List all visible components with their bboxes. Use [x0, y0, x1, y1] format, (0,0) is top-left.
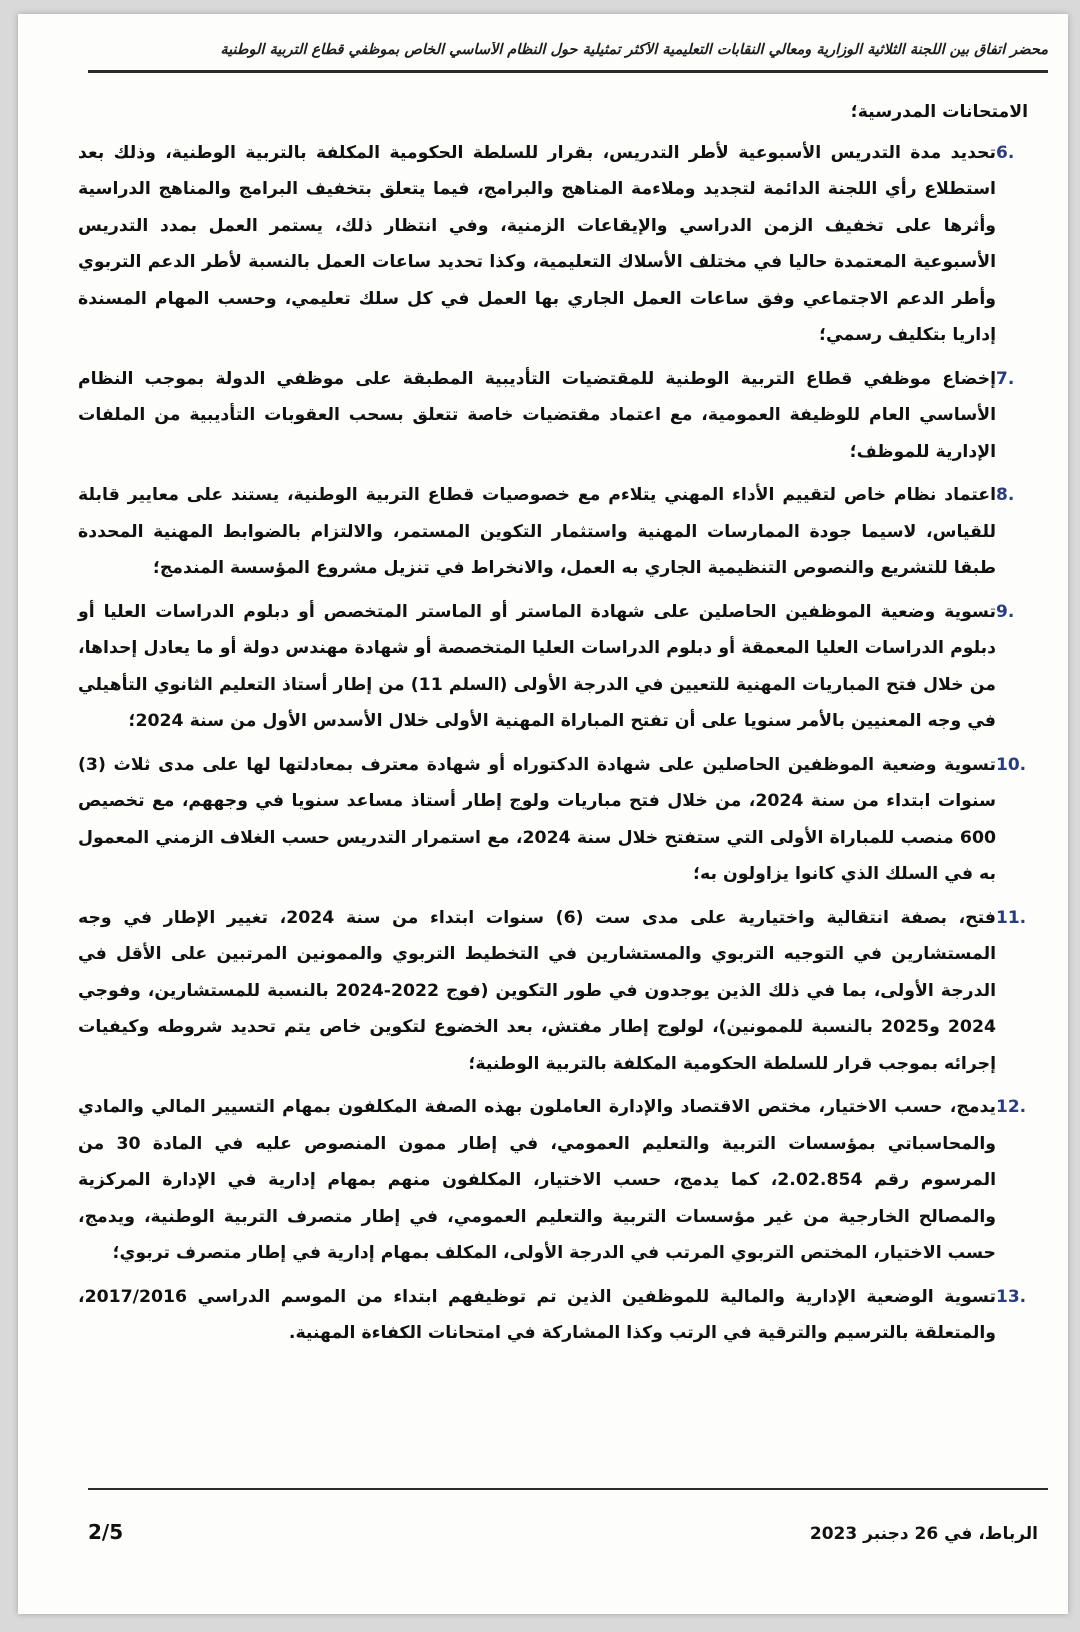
list-item-9: [78, 594, 1028, 740]
list-item-12: [78, 1089, 1028, 1272]
list-item-11: [78, 900, 1028, 1083]
page-number: 2/5: [88, 1520, 124, 1544]
footer-divider: [88, 1488, 1048, 1490]
item-number: 12.: [996, 1097, 1027, 1117]
item-text: يدمج، حسب الاختيار، مختص الاقتصاد والإدارة العاملون بهذه الصفة المكلفون بمهام التسيير المالي والمادي والمحاسباتي بمؤسسات التربية والتعليم العمومي، في إطار ممون المنصوص عليه في المادة 30 من المرسوم رقم 2.02.854، كما يدمج، حسب الاختيار، المكلفون منهم بمهام إدارية في الإدارة المركزية والمصالح الخارجية من غير مؤسسات التربية والتعليم العمومي، في إطار متصرف التربية الوطنية، ويدمج، حسب الاختيار، المختص التربوي المرتب في الدرجة الأولى، المكلف بمهام إدارية في إطار متصرف تربوي؛: [78, 1097, 996, 1263]
item-number: 9.: [996, 601, 1015, 622]
item-text: تسوية وضعية الموظفين الحاصلين على شهادة الماستر أو الماستر المتخصص أو دبلوم الدراسات العليا أو دبلوم الدراسات العليا المعمقة أو دبلوم الدراسات العليا المتخصصة أو شهادة مهندس دولة أو ما يعادل إحداها، من خلال فتح المباريات المهنية للتعيين في الدرجة الأولى (السلم 11) من إطار أستاذ التعليم الثانوي التأهيلي في وجه المعنيين بالأمر سنويا على أن تفتح المباراة المهنية الأولى خلال الأسدس الأول من سنة 2024؛: [78, 601, 997, 731]
item-number: 13.: [996, 1286, 1027, 1307]
list-item-13: [78, 1279, 1028, 1352]
item-number: 10.: [996, 754, 1027, 775]
item-text: تسوية وضعية الموظفين الحاصلين على شهادة الدكتوراه أو شهادة معترف بمعادلتها لها على مدى ثلاث (3) سنوات ابتداء من سنة 2024، من خلال فتح مباريات ولوج إطار أستاذ مساعد سنويا في وجههم، مع تخصيص 600 منصب للمباراة الأولى التي ستفتح خلال سنة 2024، مع استمرار التدريس حسب الغلاف الزمني المعمول به في السلك الذي كانوا يزاولون به؛: [78, 754, 996, 884]
header-divider: [88, 70, 1048, 73]
item-text: إخضاع موظفي قطاع التربية الوطنية للمقتضيات التأديبية المطبقة على موظفي الدولة بموجب النظام الأساسي العام للوظيفة العمومية، مع اعتماد مقتضيات خاصة تتعلق بسحب العقوبات التأديبية من الملفات الإدارية للموظف؛: [78, 368, 996, 462]
document-body: [78, 94, 1028, 1359]
list-item-10: [78, 747, 1028, 893]
item-number: 11.: [996, 907, 1027, 928]
list-item-8: [78, 477, 1028, 587]
item-number: 8.: [996, 485, 1015, 505]
item-text: تحديد مدة التدريس الأسبوعية لأطر التدريس، بقرار للسلطة الحكومية المكلفة بالتربية الوطنية، وذلك بعد استطلاع رأي اللجنة الدائمة لتجديد وملاءمة المناهج والبرامج، فيما يتعلق بتخفيف البرامج والمناهج الدراسية وأثرها على تخفيف الزمن الدراسي والإيقاعات الزمنية، وفي انتظار ذلك، يستمر العمل بمدد التدريس الأسبوعية المعتمدة حاليا في مختلف الأسلاك التعليمية، وكذا تحديد ساعات العمل بالنسبة لأطر الدعم التربوي وأطر الدعم الاجتماعي وفق ساعات العمل الجاري بها العمل في كل سلك تعليمي، وحسب المهام المسندة إداريا بتكليف رسمي؛: [78, 142, 996, 345]
item-text: اعتماد نظام خاص لتقييم الأداء المهني يتلاءم مع خصوصيات قطاع التربية الوطنية، يستند على معايير قابلة للقياس، لاسيما جودة الممارسات المهنية واستثمار التكوين المستمر، والالتزام بالضوابط المهنية المحددة طبقا للتشريع والنصوص التنظيمية الجاري به العمل، والانخراط في تنزيل مشروع المؤسسة المندمج؛: [78, 485, 996, 578]
item-text: فتح، بصفة انتقالية واختيارية على مدى ست (6) سنوات ابتداء من سنة 2024، تغيير الإطار في وجه المستشارين في التوجيه التربوي والمستشارين في التخطيط التربوي والممونين المرتبين على الأقل في الدرجة الأولى، بما في ذلك الذين يوجدون في طور التكوين (فوج 2022-2024 بالنسبة للمستشارين، وفوجي 2024 و2025 بالنسبة للممونين)، لولوج إطار مفتش، بعد الخضوع لتكوين خاص يتم تحديد شروطه وكيفيات إجرائه بموجب قرار للسلطة الحكومية المكلفة بالتربية الوطنية؛: [78, 907, 997, 1074]
item-number: 7.: [996, 368, 1015, 389]
intro-line: الامتحانات المدرسية؛: [850, 102, 1028, 122]
item-text: تسوية الوضعية الإدارية والمالية للموظفين الذين تم توظيفهم ابتداء من الموسم الدراسي 2017/2016، والمتعلقة بالترسيم والترقية في الرتب وكذا المشاركة في امتحانات الكفاءة المهنية.: [78, 1286, 996, 1343]
page-header: محضر اتفاق بين اللجنة الثلاثية الوزارية ومعالي النقابات التعليمية الأكثر تمثيلية حول النظام الأساسي الخاص بموظفي قطاع التربية الوطنية: [220, 42, 1048, 58]
footer-place-date: الرباط، في 26 دجنبر 2023: [809, 1524, 1038, 1544]
list-item-7: [78, 361, 1028, 471]
item-number: 6.: [996, 142, 1015, 163]
document-page: [18, 14, 1068, 1614]
list-item-6: [78, 135, 1028, 354]
